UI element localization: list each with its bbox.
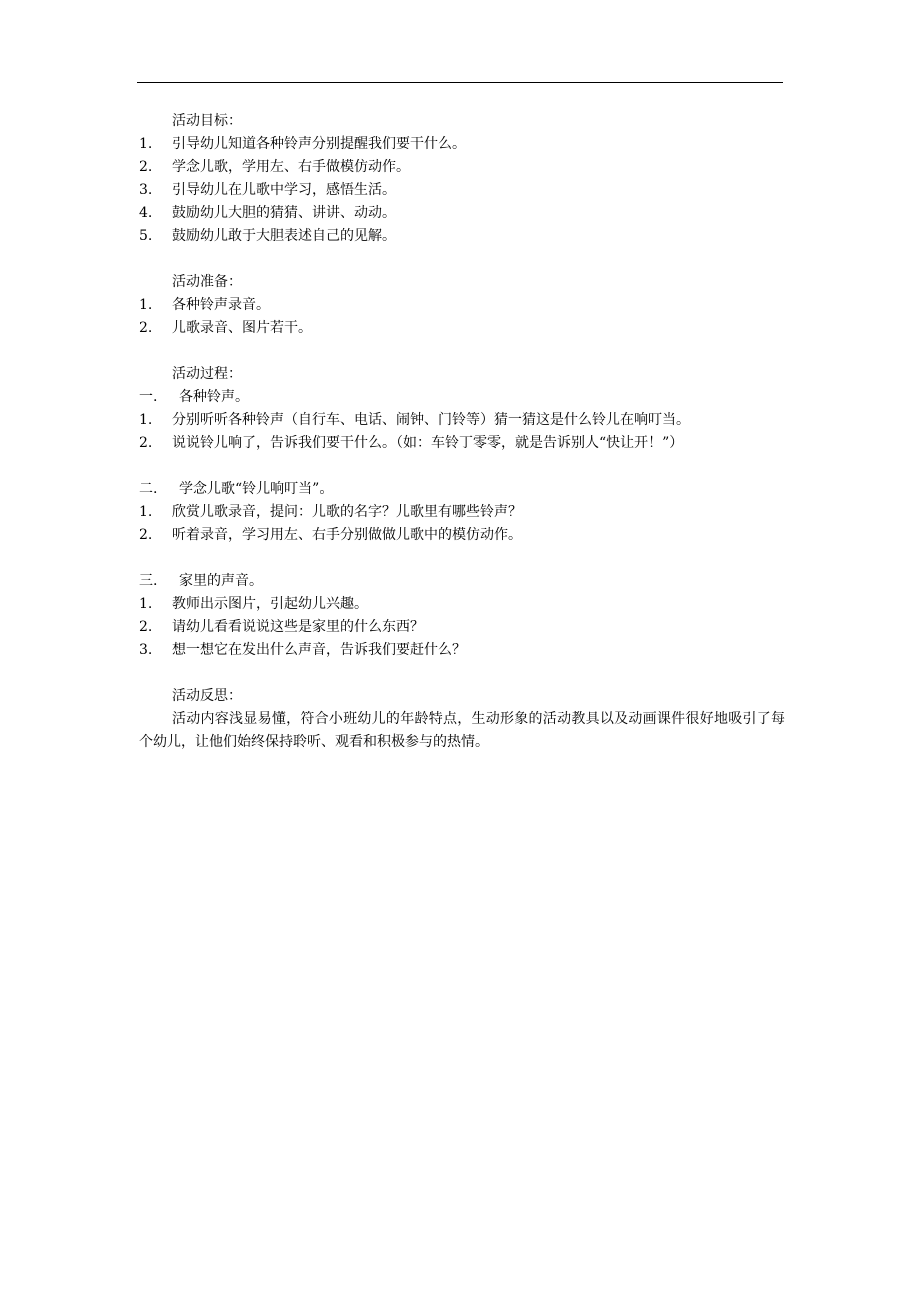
item-number: 2.	[139, 320, 153, 336]
item-text: 儿歌录音、图片若干。	[172, 320, 312, 336]
item-text: 分别听听各种铃声（自行车、电话、闹钟、门铃等）猜一猜这是什么铃儿在响叮当。	[172, 412, 690, 428]
preparation-section	[139, 271, 785, 340]
item-text: 鼓励幼儿敢于大胆表述自己的见解。	[172, 228, 396, 244]
list-item	[139, 202, 785, 225]
part-number: 三.	[139, 573, 158, 589]
preparation-heading: 活动准备：	[172, 274, 242, 290]
item-number: 2.	[139, 619, 153, 635]
item-text: 教师出示图片，引起幼儿兴趣。	[172, 596, 368, 612]
part-title: 学念儿歌“铃儿响叮当”。	[179, 481, 334, 497]
part-title: 家里的声音。	[179, 573, 263, 589]
part-number: 一.	[139, 389, 158, 405]
process-part-2	[139, 478, 785, 547]
part-number: 二.	[139, 481, 158, 497]
item-number: 2.	[139, 527, 153, 543]
item-number: 3.	[139, 182, 153, 198]
list-item	[139, 179, 785, 202]
item-text: 引导幼儿在儿歌中学习，感悟生活。	[172, 182, 396, 198]
list-item	[139, 593, 785, 616]
objectives-heading: 活动目标：	[172, 113, 242, 129]
item-text: 各种铃声录音。	[172, 297, 270, 313]
list-item	[139, 317, 785, 340]
reflection-paragraph: 活动内容浅显易懂，符合小班幼儿的年龄特点，生动形象的活动教具以及动画课件很好地吸引了每个幼儿，让他们始终保持聆听、观看和积极参与的热情。	[139, 711, 785, 750]
item-number: 2.	[139, 435, 153, 451]
item-number: 4.	[139, 205, 153, 221]
item-text: 说说铃儿响了，告诉我们要干什么。（如：车铃丁零零，就是告诉别人“快让开！”）	[172, 435, 684, 451]
list-item	[139, 524, 785, 547]
reflection-section	[139, 685, 785, 754]
list-item	[139, 501, 785, 524]
list-item	[139, 294, 785, 317]
item-text: 听着录音，学习用左、右手分别做做儿歌中的模仿动作。	[172, 527, 522, 543]
item-number: 3.	[139, 642, 153, 658]
part-heading	[139, 570, 785, 593]
list-item	[139, 639, 785, 662]
list-item	[139, 225, 785, 248]
part-heading	[139, 386, 785, 409]
item-number: 1.	[139, 136, 153, 152]
list-item	[139, 156, 785, 179]
list-item	[139, 616, 785, 639]
item-text: 鼓励幼儿大胆的猜猜、讲讲、动动。	[172, 205, 396, 221]
process-part-3	[139, 570, 785, 662]
list-item	[139, 409, 785, 432]
item-number: 1.	[139, 297, 153, 313]
part-heading	[139, 478, 785, 501]
reflection-heading: 活动反思：	[172, 688, 242, 704]
item-number: 1.	[139, 412, 153, 428]
item-number: 2.	[139, 159, 153, 175]
document-body	[139, 110, 785, 754]
process-section	[139, 363, 785, 662]
header-rule	[137, 82, 783, 83]
item-text: 请幼儿看看说说这些是家里的什么东西？	[172, 619, 424, 635]
list-item	[139, 133, 785, 156]
process-part-1	[139, 386, 785, 455]
item-text: 学念儿歌，学用左、右手做模仿动作。	[172, 159, 410, 175]
part-title: 各种铃声。	[179, 389, 249, 405]
item-number: 5.	[139, 228, 153, 244]
item-text: 引导幼儿知道各种铃声分别提醒我们要干什么。	[172, 136, 466, 152]
process-heading: 活动过程：	[172, 366, 242, 382]
item-number: 1.	[139, 504, 153, 520]
objectives-section	[139, 110, 785, 248]
item-text: 想一想它在发出什么声音，告诉我们要赶什么？	[172, 642, 466, 658]
list-item	[139, 432, 785, 455]
item-number: 1.	[139, 596, 153, 612]
item-text: 欣赏儿歌录音，提问：儿歌的名字？儿歌里有哪些铃声？	[172, 504, 522, 520]
